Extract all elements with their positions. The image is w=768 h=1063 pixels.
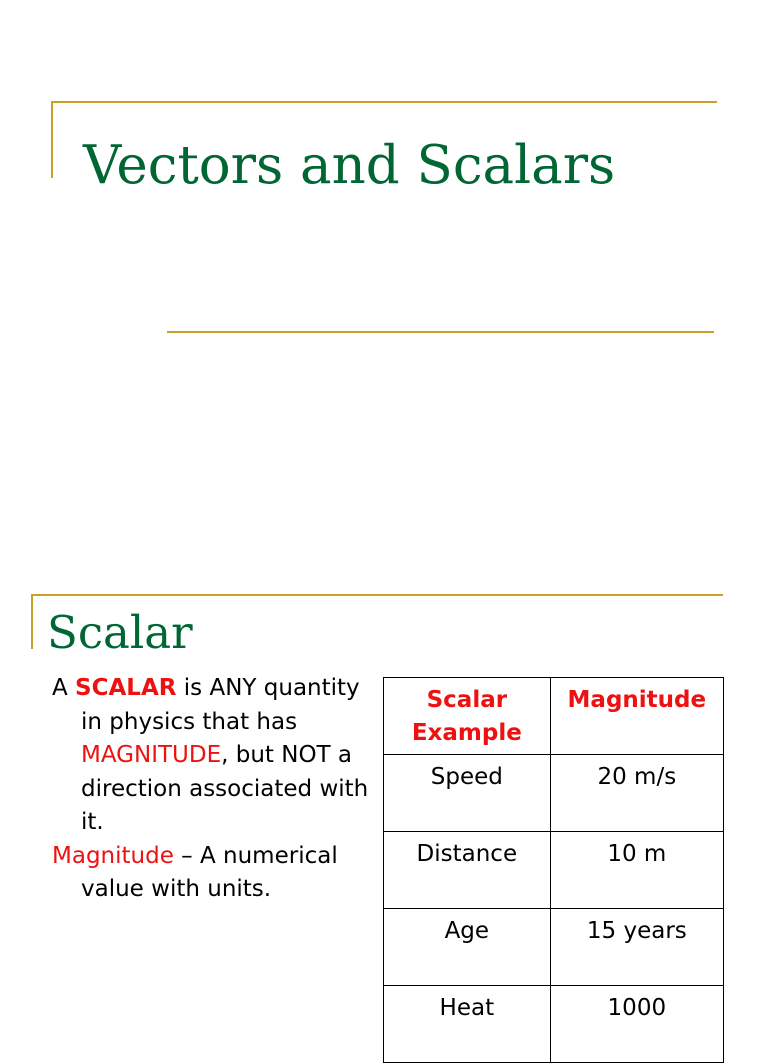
definition-part2: , but NOT a direction associated with it. [81,742,369,835]
definition-text [52,672,372,907]
table-header-row [384,678,724,755]
table-cell-example: Age [384,909,551,986]
header-magnitude: Magnitude [550,678,723,755]
magnitude-term: Magnitude [52,842,174,869]
top-rule [31,594,723,596]
magnitude-text: – A numerical value with units. [81,842,338,902]
top-rule [51,101,717,103]
header-scalar-example: Scalar Example [384,678,551,755]
table-row [384,832,724,909]
scalar-term: SCALAR [75,675,177,701]
scalar-slide [0,576,768,1024]
table-cell-magnitude: 20 m/s [550,755,723,832]
magnitude-note [52,840,372,907]
table-row [384,986,724,1063]
table-cell-magnitude: 10 m [550,832,723,909]
table-cell-example: Distance [384,832,551,909]
table-row [384,909,724,986]
definition-prefix: A [52,675,76,701]
table-row [384,755,724,832]
slide-title: Vectors and Scalars [83,135,616,196]
table-cell-magnitude: 1000 [550,986,723,1063]
definition-part1: is ANY quantity in physics that has [81,675,360,735]
bottom-rule [167,331,714,333]
table-cell-example: Speed [384,755,551,832]
slide-title: Scalar [47,606,193,659]
magnitude-highlight: MAGNITUDE [81,742,222,768]
scalar-definition [52,672,372,840]
table-cell-magnitude: 15 years [550,909,723,986]
left-rule [31,594,33,649]
scalar-table [383,677,724,1063]
left-rule [51,101,53,178]
table-cell-example: Heat [384,986,551,1063]
